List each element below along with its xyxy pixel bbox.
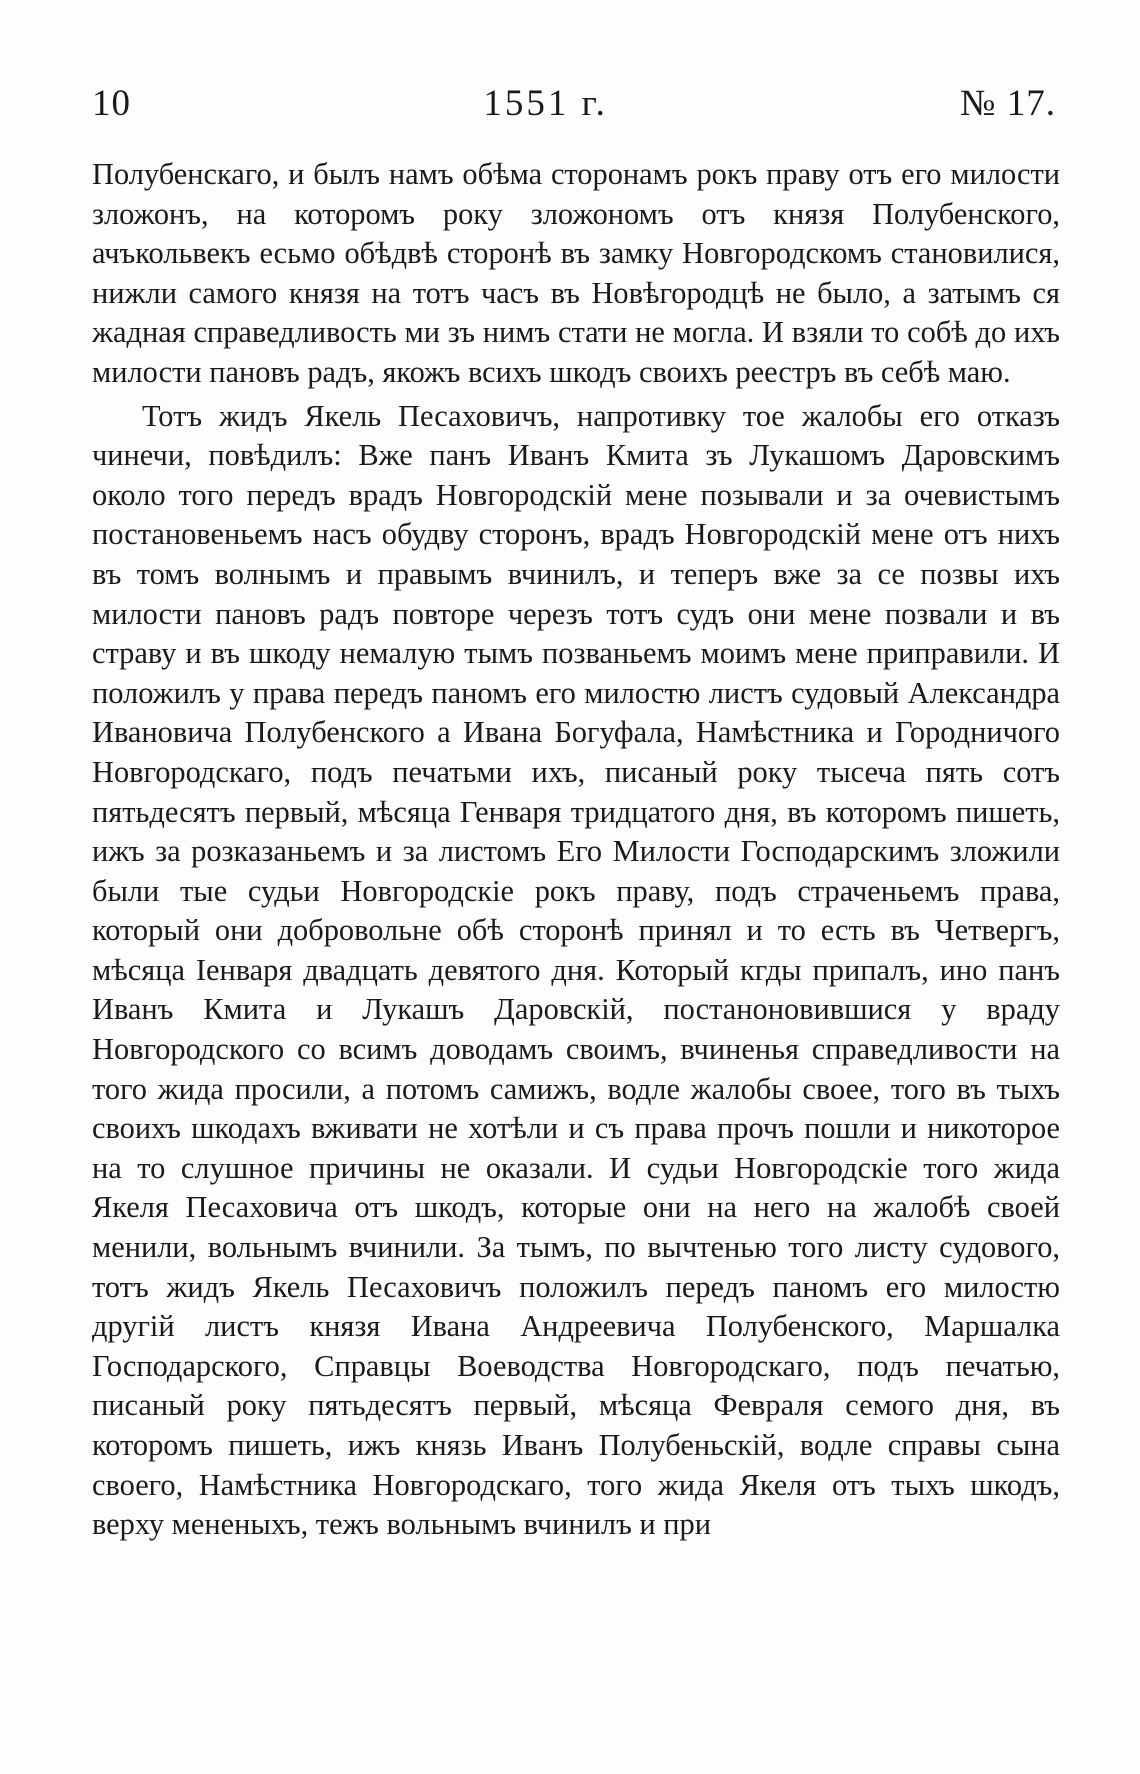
page-number: 10 — [92, 83, 131, 124]
paragraph-continuation: Полубенскаго, и былъ намъ обѣма сторонамъ рокъ праву отъ его милости зложонъ, на которомъ року зложономъ отъ князя Полубенского, ачъкольвекъ есьмо обѣдвѣ сторонѣ въ замку Новгородскомъ становилися, нижли самого князя на тотъ часъ въ Новѣгородцѣ не было, а затымъ ся жадная справедливость ми зъ нимъ стати не могла. И взяли то собѣ до ихъ милости пановъ радъ, якожъ всихъ шкодъ своихъ реестръ въ себѣ маю. — [92, 157, 1060, 389]
body-text — [92, 155, 1060, 1545]
document-year: 1551 г. — [483, 83, 608, 124]
page-header — [92, 82, 1060, 125]
document-number: № 17. — [960, 83, 1056, 124]
paragraph: Тотъ жидъ Якель Песаховичъ, напротивку тое жалобы его отказъ чинечи, повѣдилъ: Вже панъ Иванъ Кмита зъ Лукашомъ Даровскимъ около того передъ врадъ Новгородскій мене позывали и за очевистымъ постановеньемъ насъ обудву сторонъ, врадъ Новгородскій мене отъ нихъ въ томъ волнымъ и правымъ вчинилъ, и теперъ вже за се позвы ихъ милости пановъ радъ повторе черезъ тотъ судъ они мене позвали и въ страву и въ шкоду немалую тымъ позваньемъ моимъ мене приправили. И положилъ у права передъ паномъ его милостю листъ судовый Александра Ивановича Полубенского а Ивана Богуфала, Намѣстника и Городничого Новгородскаго, подъ печатьми ихъ, писаный року тысеча пять сотъ пятьдесятъ первый, мѣсяца Генваря тридцатого дня, въ которомъ пишеть, ижъ за розказаньемъ и за листомъ Его Милости Господарскимъ зложили были тые судьи Новгородскіе рокъ праву, подъ страченьемъ права, который они добровольне обѣ сторонѣ принял и то есть въ Четвергъ, мѣсяца Іенваря двадцать девятого дня. Который кгды припалъ, ино панъ Иванъ Кмита и Лукашъ Даровскій, постаноновившися у враду Новгородского со всимъ доводамъ своимъ, вчиненья справедливости на того жида просили, а потомъ самижъ, водле жалобы своее, того въ тыхъ своихъ шкодахъ вживати не хотѣли и съ права прочъ пошли и никоторое на то слушное причины не оказали. И судьи Новгородскіе того жида Якеля Песаховича отъ шкодъ, которые они на него на жалобѣ своей менили, вольнымъ вчинили. За тымъ, по вычтенью того листу судового, тотъ жидъ Якель Песаховичъ положилъ передъ паномъ его милостю другій листъ князя Ивана Андреевича Полубенского, Маршалка Господарского, Справцы Воеводства Новгородскаго, подъ печатью, писаный року пятьдесятъ первый, мѣсяца Февраля семого дня, въ которомъ пишеть, ижъ князь Иванъ Полубеньскій, водле справы сына своего, Намѣстника Новгородскаго, того жида Якеля отъ тыхъ шкодъ, верху мененыхъ, тежъ вольнымъ вчинилъ и при — [92, 398, 1060, 1542]
